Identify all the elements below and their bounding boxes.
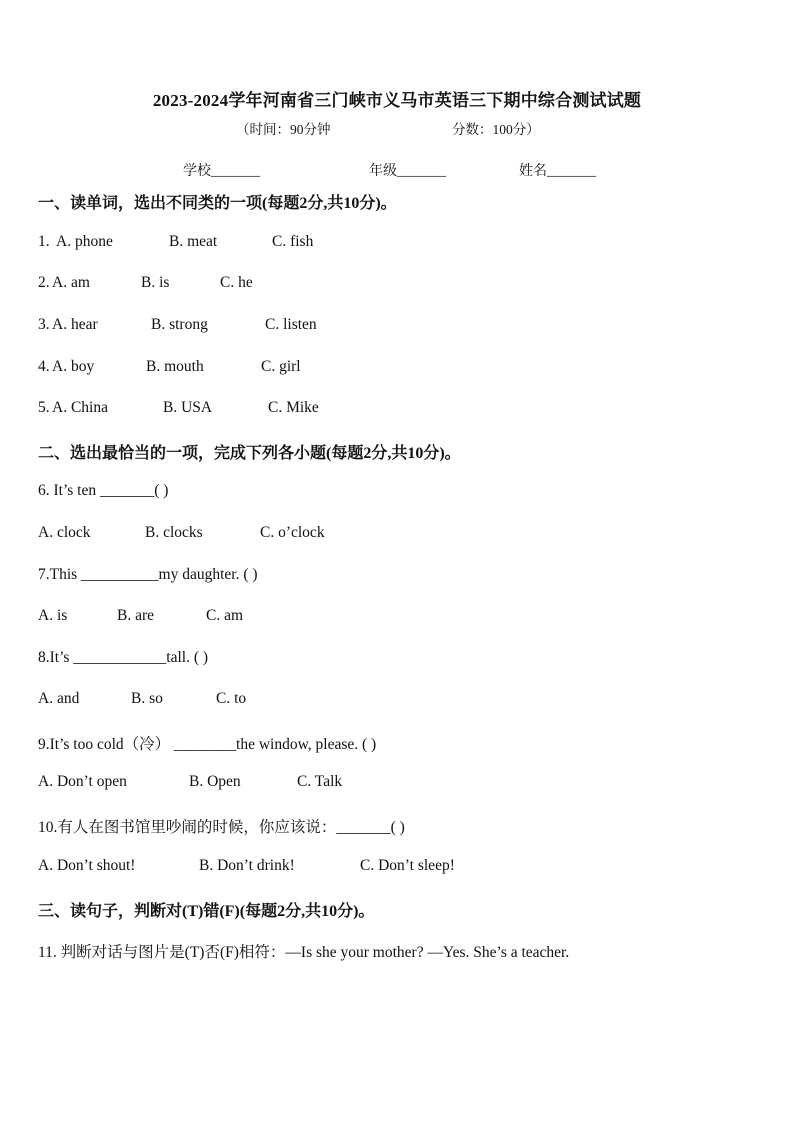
option-a[interactable]: A. phone xyxy=(56,233,113,250)
question-number: 4. xyxy=(38,358,50,375)
option-b[interactable]: B. so xyxy=(131,690,163,707)
question-4 xyxy=(38,358,301,376)
option-b[interactable]: B. strong xyxy=(151,316,208,333)
option-c[interactable]: C. am xyxy=(206,607,244,624)
option-b[interactable]: B. clocks xyxy=(145,524,203,541)
section3-heading: 三、读句子，判断对(T)错(F)(每题2分,共10分)。 xyxy=(38,903,375,920)
option-c[interactable]: C. girl xyxy=(261,358,301,375)
grade-field[interactable]: 年级_______ xyxy=(369,164,446,179)
exam-time: （时间：90分钟 xyxy=(236,122,331,137)
option-a[interactable]: A. hear xyxy=(52,316,98,333)
option-b[interactable]: B. mouth xyxy=(146,358,204,375)
option-c[interactable]: C. o’clock xyxy=(260,524,325,541)
option-b[interactable]: B. Don’t drink! xyxy=(199,857,295,874)
option-c[interactable]: C. he xyxy=(220,274,253,291)
option-b[interactable]: B. are xyxy=(117,607,155,624)
option-c[interactable]: C. to xyxy=(216,690,247,707)
option-b[interactable]: B. USA xyxy=(163,399,213,416)
question-8-stem: 8.It’s ____________tall. ( ) xyxy=(38,649,209,666)
school-field[interactable]: 学校_______ xyxy=(183,164,260,179)
option-a[interactable]: A. is xyxy=(38,607,68,624)
option-b[interactable]: B. Open xyxy=(189,773,241,790)
question-9-stem: 9.It’s too cold（冷） ________the window, please. ( ) xyxy=(38,736,377,753)
question-number: 3. xyxy=(38,316,50,333)
option-a[interactable]: A. Don’t shout! xyxy=(38,857,136,874)
option-c[interactable]: C. fish xyxy=(272,233,314,250)
question-3 xyxy=(38,316,317,334)
name-field[interactable]: 姓名_______ xyxy=(519,164,596,179)
option-c[interactable]: C. Don’t sleep! xyxy=(360,857,455,874)
option-a[interactable]: A. am xyxy=(52,274,90,291)
question-7-stem: 7.This __________my daughter. ( ) xyxy=(38,566,258,583)
option-b[interactable]: B. meat xyxy=(169,233,218,250)
option-c[interactable]: C. Talk xyxy=(297,773,343,790)
option-a[interactable]: A. and xyxy=(38,690,80,707)
option-a[interactable]: A. clock xyxy=(38,524,91,541)
option-b[interactable]: B. is xyxy=(141,274,170,291)
question-number: 5. xyxy=(38,399,50,416)
question-number: 2. xyxy=(38,274,50,291)
exam-score: 分数：100分） xyxy=(452,122,540,137)
question-5 xyxy=(38,399,319,417)
option-a[interactable]: A. China xyxy=(52,399,108,416)
exam-title: 2023-2024学年河南省三门峡市义马市英语三下期中综合测试试题 xyxy=(152,91,642,110)
option-a[interactable]: A. Don’t open xyxy=(38,773,127,790)
option-c[interactable]: C. Mike xyxy=(268,399,319,416)
question-number: 1. xyxy=(38,233,50,250)
section1-heading: 一、读单词，选出不同类的一项(每题2分,共10分)。 xyxy=(38,195,397,212)
option-a[interactable]: A. boy xyxy=(52,358,95,375)
question-2 xyxy=(38,274,253,292)
option-c[interactable]: C. listen xyxy=(265,316,317,333)
question-10-stem: 10.有人在图书馆里吵闹的时候，你应该说：_______( ) xyxy=(38,819,405,836)
question-6-stem: 6. It’s ten _______( ) xyxy=(38,482,169,499)
section2-heading: 二、选出最恰当的一项，完成下列各小题(每题2分,共10分)。 xyxy=(38,445,461,462)
question-11: 11. 判断对话与图片是(T)否(F)相符：—Is she your mother? —Yes. She’s a teacher. xyxy=(38,944,570,961)
question-1 xyxy=(38,233,314,251)
